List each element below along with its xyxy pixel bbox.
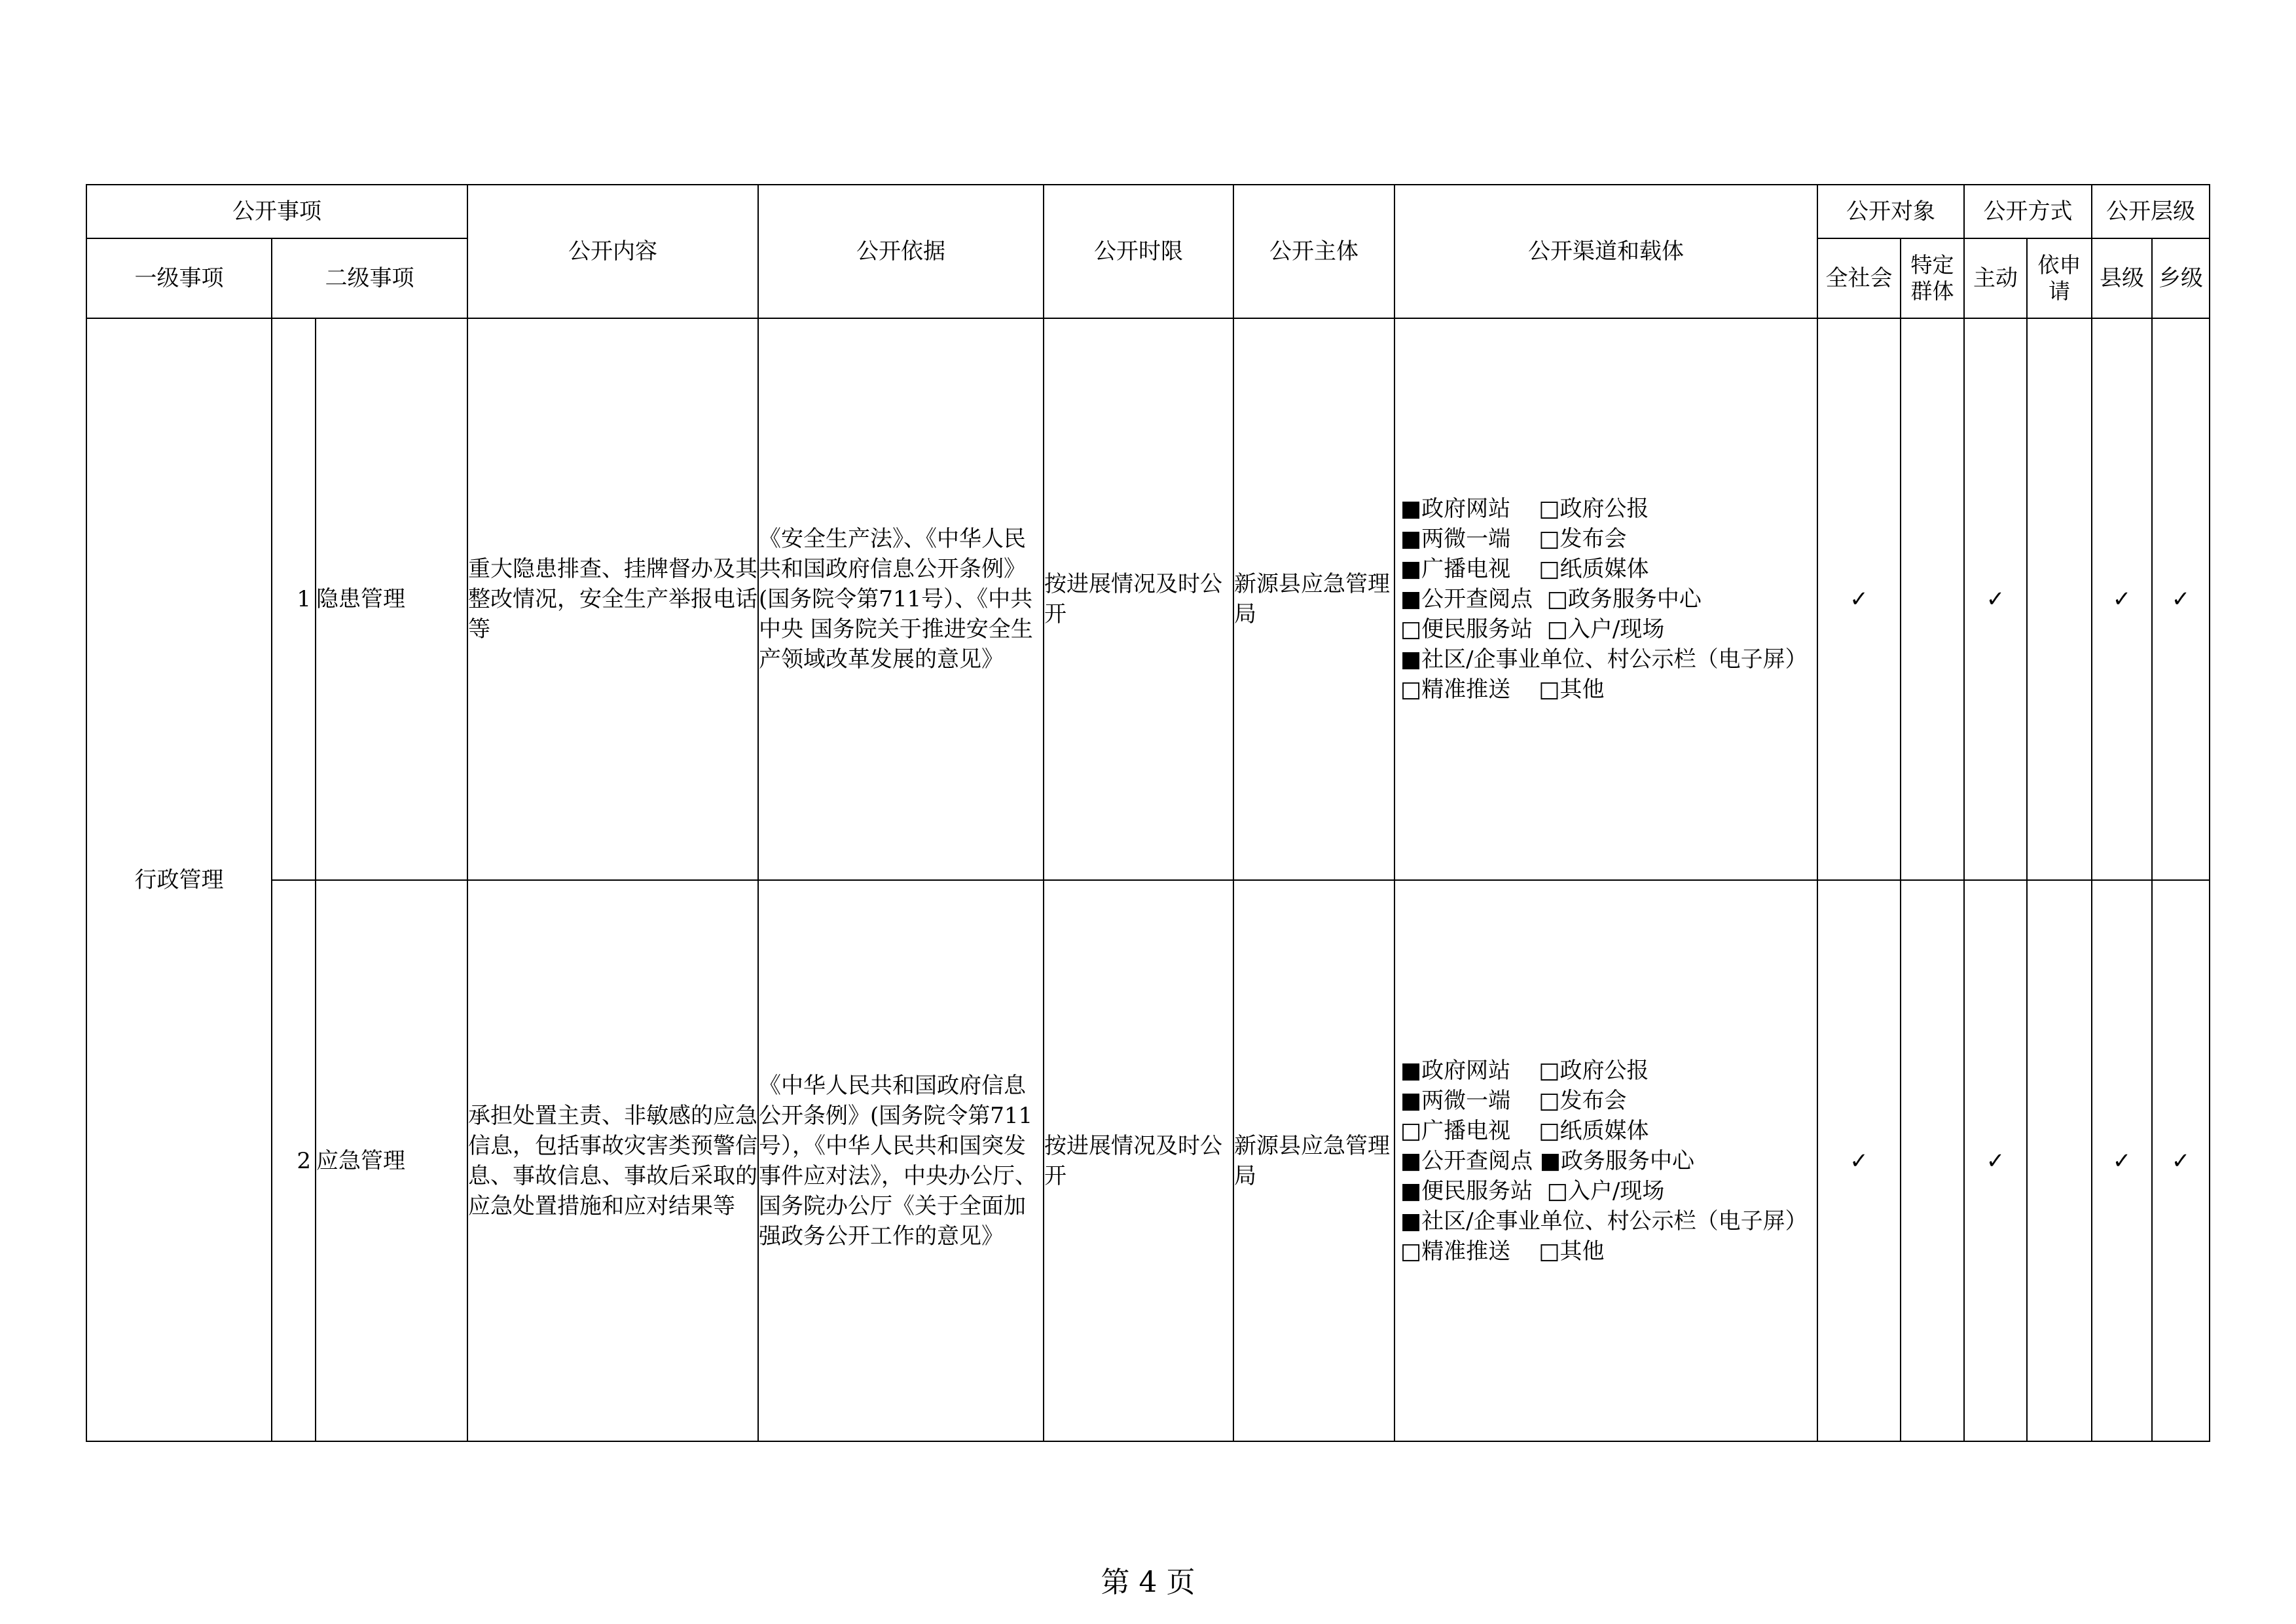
header-content: 公开内容 (467, 185, 758, 318)
header-level1: 一级事项 (86, 238, 272, 318)
channel-list (1395, 494, 1817, 705)
header-level: 公开层级 (2092, 185, 2210, 238)
channel-line: □精准推送 □其他 (1400, 676, 1605, 703)
time-limit-cell: 按进展情况及时公开 (1044, 318, 1233, 880)
channel-line: ■两微一端 □发布会 (1400, 526, 1627, 552)
channel-line: ■社区/企事业单位、村公示栏（电子屏） (1400, 646, 1808, 673)
page-number: 第 4 页 (1101, 1566, 1195, 1599)
check-mark (1901, 318, 1964, 880)
check-mark: ✓ (2152, 880, 2210, 1441)
row-number: 1 (272, 318, 316, 880)
header-target-all: 全社会 (1817, 238, 1901, 318)
channel-cell (1394, 880, 1817, 1441)
header-method-active: 主动 (1964, 238, 2027, 318)
basis-cell: 《中华人民共和国政府信息公开条例》(国务院令第711号），《中华人民共和国突发事件应对法》，中央办公厅、国务院办公厅《关于全面加强政务公开工作的意见》 (758, 880, 1044, 1441)
level1-item: 行政管理 (86, 318, 272, 1441)
check-mark: ✓ (2092, 318, 2152, 880)
channel-cell (1394, 318, 1817, 880)
table-row (86, 880, 2210, 1441)
header-level-town: 乡级 (2152, 238, 2210, 318)
header-target: 公开对象 (1817, 185, 1964, 238)
level2-item: 应急管理 (316, 880, 467, 1441)
channel-line: ■两微一端 □发布会 (1400, 1087, 1627, 1114)
subject-cell: 新源县应急管理局 (1233, 880, 1394, 1441)
header-channel: 公开渠道和载体 (1394, 185, 1817, 318)
channel-line: ■政府网站 □政府公报 (1400, 496, 1649, 522)
disclosure-table (86, 184, 2210, 1442)
check-mark: ✓ (1817, 880, 1901, 1441)
channel-line: ■政府网站 □政府公报 (1400, 1057, 1649, 1084)
header-time-limit: 公开时限 (1044, 185, 1233, 318)
header-subject: 公开主体 (1233, 185, 1394, 318)
channel-line: ■公开查阅点 ■政务服务中心 (1400, 1147, 1695, 1174)
header-level2: 二级事项 (272, 238, 467, 318)
header-method-apply: 依申 请 (2027, 238, 2092, 318)
check-mark (2027, 318, 2092, 880)
channel-line: □广播电视 □纸质媒体 (1400, 1117, 1649, 1144)
content-cell: 承担处置主责、非敏感的应急信息，包括事故灾害类预警信息、事故信息、事故后采取的应急处置措施和应对结果等 (467, 880, 758, 1441)
content-cell: 重大隐患排查、挂牌督办及其整改情况，安全生产举报电话等 (467, 318, 758, 880)
row-number: 2 (272, 880, 316, 1441)
check-mark: ✓ (2152, 318, 2210, 880)
header-target-specific: 特定 群体 (1901, 238, 1964, 318)
channel-line: ■公开查阅点 □政务服务中心 (1400, 586, 1702, 612)
table-row (86, 318, 2210, 880)
time-limit-cell: 按进展情况及时公开 (1044, 880, 1233, 1441)
check-mark (1901, 880, 1964, 1441)
check-mark: ✓ (2092, 880, 2152, 1441)
channel-line: □便民服务站 □入户/现场 (1400, 616, 1665, 642)
channel-line: ■社区/企事业单位、村公示栏（电子屏） (1400, 1208, 1808, 1234)
header-public-items: 公开事项 (86, 185, 467, 238)
check-mark: ✓ (1817, 318, 1901, 880)
channel-line: □精准推送 □其他 (1400, 1238, 1605, 1264)
channel-line: ■便民服务站 □入户/现场 (1400, 1177, 1665, 1204)
check-mark (2027, 880, 2092, 1441)
header-level-county: 县级 (2092, 238, 2152, 318)
channel-list (1395, 1056, 1817, 1266)
check-mark: ✓ (1964, 880, 2027, 1441)
subject-cell: 新源县应急管理局 (1233, 318, 1394, 880)
header-method: 公开方式 (1964, 185, 2092, 238)
level2-item: 隐患管理 (316, 318, 467, 880)
header-basis: 公开依据 (758, 185, 1044, 318)
channel-line: ■广播电视 □纸质媒体 (1400, 556, 1649, 582)
basis-cell: 《安全生产法》、《中华人民共和国政府信息公开条例》(国务院令第711号）、《中共中央 国务院关于推进安全生产领域改革发展的意见》 (758, 318, 1044, 880)
check-mark: ✓ (1964, 318, 2027, 880)
